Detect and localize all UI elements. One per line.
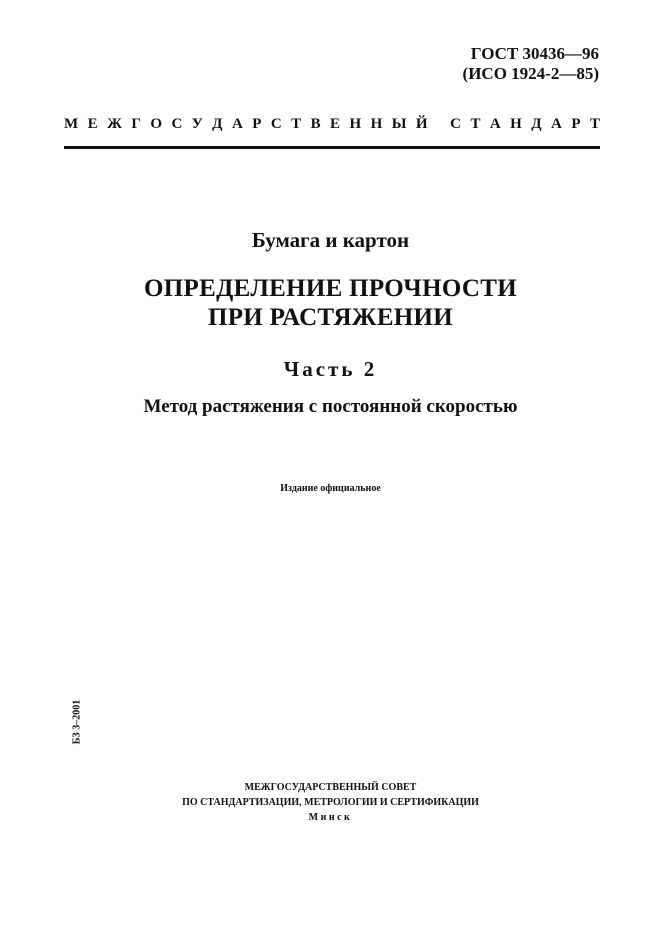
interstate-standard-heading [64, 115, 600, 133]
subject-title: Бумага и картон [251, 228, 410, 252]
city: Минск [308, 812, 353, 823]
standard-code [463, 44, 599, 84]
header-letter: Й [415, 116, 428, 132]
council-line2: ПО СТАНДАРТИЗАЦИИ, МЕТРОЛОГИИ И СЕРТИФИКАЦИИ [182, 797, 479, 808]
side-code [70, 694, 84, 750]
header-letter: Е [330, 116, 341, 132]
header-rule [64, 146, 600, 149]
header-letter: Г [131, 116, 141, 132]
council-line1: МЕЖГОСУДАРСТВЕННЫЙ СОВЕТ [244, 782, 417, 793]
main-title-line1: ОПРЕДЕЛЕНИЕ ПРОЧНОСТИ [144, 275, 517, 302]
method-title: Метод растяжения с постоянной скоростью [143, 396, 518, 417]
header-letter: С [270, 116, 282, 132]
header-letter [437, 115, 441, 133]
header-letter: Р [252, 116, 262, 132]
header-letter: А [551, 116, 562, 132]
header-letter: Д [212, 116, 223, 132]
standard-number: ГОСТ 30436—96 [470, 44, 599, 63]
header-letter: Е [87, 116, 98, 132]
header-letter: В [310, 116, 321, 132]
header-letter: Д [531, 116, 542, 132]
edition-note: Издание официальное [280, 483, 381, 494]
header-letter: Р [571, 116, 581, 132]
header-letter: С [171, 116, 183, 132]
main-title-line2: ПРИ РАСТЯЖЕНИИ [207, 304, 454, 331]
header-letter: Ы [391, 116, 407, 132]
side-code-text: БЗ 3–2001 [71, 699, 83, 745]
part-number: Часть 2 [283, 357, 378, 381]
header-letter: О [150, 116, 162, 132]
header-letter: Н [510, 116, 522, 132]
header-letter: А [489, 116, 501, 132]
header-letter: У [191, 116, 203, 132]
publisher-block [0, 780, 661, 825]
header-letter: Н [370, 116, 383, 132]
header-letter: Т [470, 116, 481, 132]
header-letter: Т [589, 116, 600, 132]
header-letter: М [64, 116, 79, 132]
header-letter: Ж [107, 116, 122, 132]
main-title [0, 274, 661, 332]
header-letter: С [450, 116, 461, 132]
header-letter: Н [349, 116, 362, 132]
header-letter: Т [291, 116, 302, 132]
iso-reference: (ИСО 1924-2—85) [462, 64, 599, 83]
header-letter: А [231, 116, 243, 132]
